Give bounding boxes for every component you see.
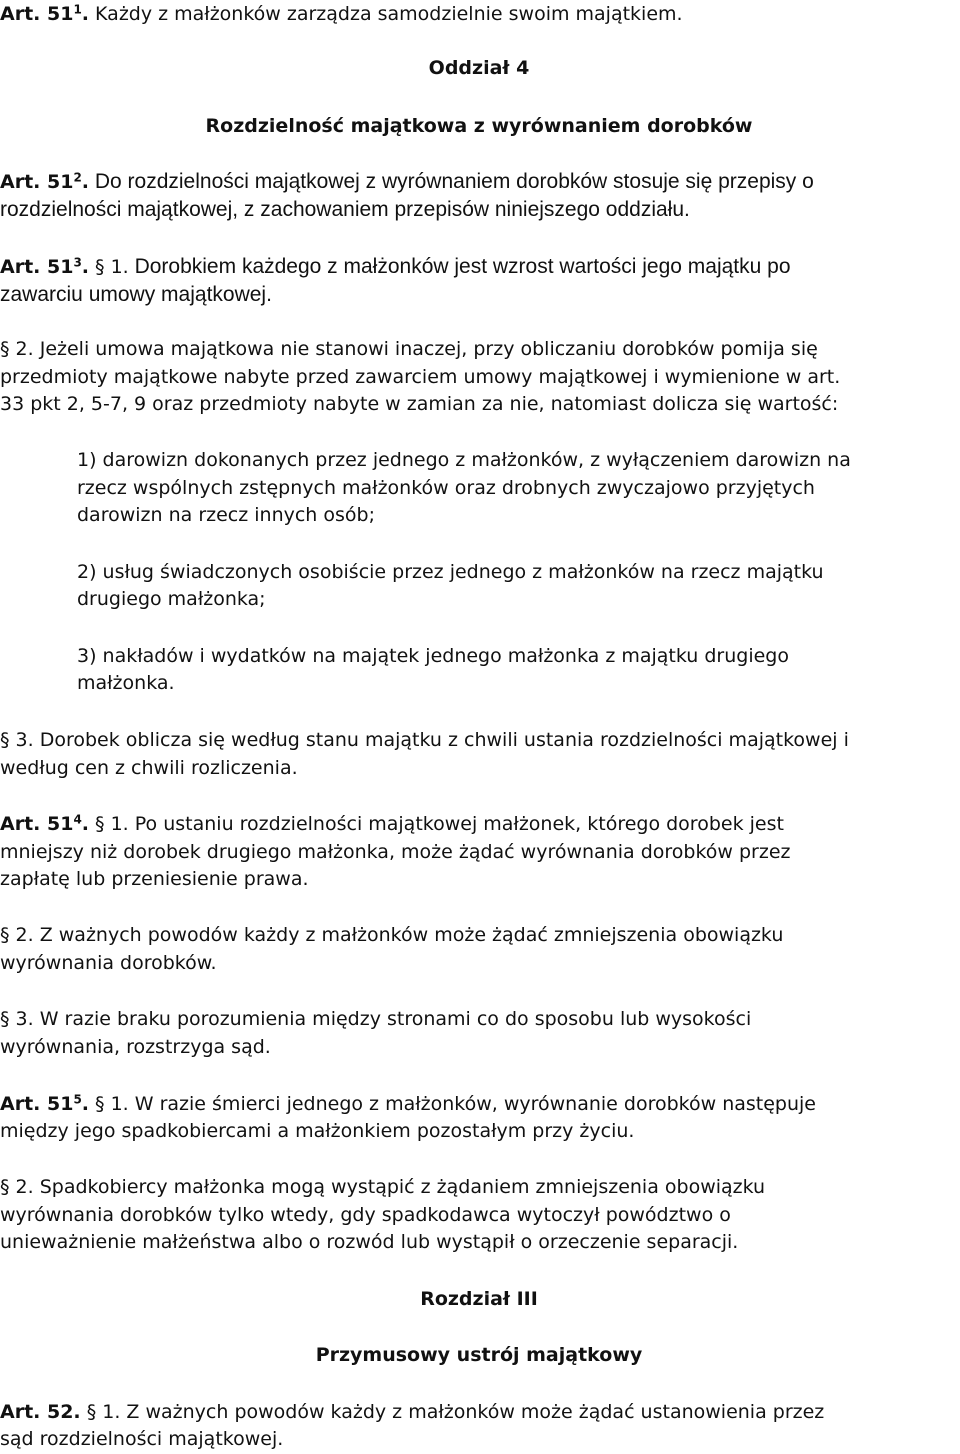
paragraph-marker: § 2.	[0, 924, 34, 946]
art-51-3-p3-line-2: według cen z chwili rozliczenia.	[0, 757, 298, 779]
art-51-2-line-1	[0, 168, 958, 197]
art-51-4-p3-line-1	[0, 1006, 958, 1034]
list-item-3-line-2: małżonka.	[77, 672, 175, 694]
division-title: Oddział 4	[428, 57, 530, 79]
art-51-4-line-1	[0, 811, 958, 839]
article-dot: .	[81, 813, 90, 835]
article-dot: .	[81, 171, 90, 193]
art-51-4-p2-line-2: wyrównania dorobków.	[0, 952, 217, 974]
art-51-5-p2-line-3: unieważnienie małżeństwa albo o rozwód lub wystąpił o orzeczenie separacji.	[0, 1231, 739, 1253]
article-text: Każdy z małżonków zarządza samodzielnie swoim majątkiem.	[89, 3, 683, 25]
art-51-2-line-2: rozdzielności majątkowej, z zachowaniem przepisów niniejszego oddziału.	[0, 198, 690, 221]
paragraph-marker: § 2.	[0, 1176, 34, 1198]
article-superscript: 3	[73, 255, 82, 270]
art-51-4-p2-line-1	[0, 922, 958, 950]
list-item-3-line-1: 3) nakładów i wydatków na majątek jednego małżonka z majątku drugiego	[77, 645, 789, 667]
paragraph-marker: § 1.	[89, 256, 129, 278]
article-dot: .	[81, 3, 90, 25]
division-subtitle: Rozdzielność majątkowa z wyrównaniem dorobków	[205, 115, 753, 137]
paragraph-text: Po ustaniu rozdzielności majątkowej małżonek, którego dorobek jest	[128, 813, 784, 835]
article-label: Art. 51	[0, 3, 74, 25]
paragraph-marker: § 3.	[0, 1008, 34, 1030]
list-item-2-line-1: 2) usług świadczonych osobiście przez jednego z małżonków na rzecz majątku	[77, 561, 824, 583]
chapter-title: Rozdział III	[420, 1288, 538, 1310]
art-51-3-p2-line-3: 33 pkt 2, 5-7, 9 oraz przedmioty nabyte w zamian za nie, natomiast dolicza się wartość:	[0, 393, 839, 415]
art-51-4-line-2: mniejszy niż dorobek drugiego małżonka, może żądać wyrównania dorobków przez	[0, 841, 791, 863]
article-superscript: 2	[73, 170, 82, 185]
paragraph-marker: § 3.	[0, 729, 34, 751]
article-label: Art. 51	[0, 256, 74, 278]
art-51-5-p2-line-1	[0, 1174, 958, 1202]
article-label: Art. 52.	[0, 1401, 81, 1423]
paragraph-marker: § 2.	[0, 338, 34, 360]
paragraph-text: Z ważnych powodów każdy z małżonków może żądać zmniejszenia obowiązku	[33, 924, 784, 946]
paragraph-text: W razie braku porozumienia między stronami co do sposobu lub wysokości	[33, 1008, 752, 1030]
article-dot: .	[81, 1093, 90, 1115]
paragraph-text: Z ważnych powodów każdy z małżonków może żądać ustanowienia przez	[120, 1401, 825, 1423]
paragraph-text: Spadkobiercy małżonka mogą wystąpić z żądaniem zmniejszenia obowiązku	[33, 1176, 766, 1198]
art-51-3-p3-line-1	[0, 727, 958, 755]
article-superscript: 1	[73, 2, 82, 17]
art-51-4-line-3: zapłatę lub przeniesienie prawa.	[0, 868, 309, 890]
list-item-1-line-1: 1) darowizn dokonanych przez jednego z małżonków, z wyłączeniem darowizn na	[77, 449, 851, 471]
article-label: Art. 51	[0, 813, 74, 835]
art-52-line-1	[0, 1399, 958, 1427]
art-51-5-p2-line-2: wyrównania dorobków tylko wtedy, gdy spadkodawca wytoczył powództwo o	[0, 1204, 731, 1226]
art-51-4-p3-line-2: wyrównania, rozstrzyga sąd.	[0, 1036, 271, 1058]
article-superscript: 5	[73, 1092, 82, 1107]
article-dot: .	[81, 256, 90, 278]
article-superscript: 4	[73, 812, 82, 827]
list-item-1-line-3: darowizn na rzecz innych osób;	[77, 504, 375, 526]
art-51-3-p2-line-2: przedmioty majątkowe nabyte przed zawarciem umowy majątkowej i wymienione w art.	[0, 366, 841, 388]
article-label: Art. 51	[0, 171, 74, 193]
article-label: Art. 51	[0, 1093, 74, 1115]
art-51-5-line-1	[0, 1091, 958, 1119]
paragraph-text: W razie śmierci jednego z małżonków, wyrównanie dorobków następuje	[128, 1093, 816, 1115]
list-item-1-line-2: rzecz wspólnych zstępnych małżonków oraz drobnych zwyczajowo przyjętych	[77, 477, 815, 499]
art-51-3-p2-line-1	[0, 336, 958, 364]
paragraph-text: Dorobek oblicza się według stanu majątku z chwili ustania rozdzielności majątkowej i	[33, 729, 849, 751]
paragraph-marker: § 1.	[89, 1093, 129, 1115]
art-51-3-line-2: zawarciu umowy majątkowej.	[0, 283, 272, 306]
paragraph-text: Dorobkiem każdego z małżonków jest wzrost wartości jego majątku po	[128, 255, 791, 278]
paragraph-text: Jeżeli umowa majątkowa nie stanowi inaczej, przy obliczaniu dorobków pomija się	[33, 338, 818, 360]
art-51-5-line-2: między jego spadkobiercami a małżonkiem pozostałym przy życiu.	[0, 1120, 635, 1142]
paragraph-marker: § 1.	[89, 813, 129, 835]
art-52-line-2: sąd rozdzielności majątkowej.	[0, 1428, 284, 1450]
art-51-3-line-1	[0, 253, 958, 282]
paragraph-marker: § 1.	[80, 1401, 121, 1423]
chapter-subtitle: Przymusowy ustrój majątkowy	[315, 1344, 643, 1366]
list-item-2-line-2: drugiego małżonka;	[77, 588, 266, 610]
art-51-1-paragraph	[0, 1, 958, 29]
article-text: Do rozdzielności majątkowej z wyrównaniem dorobków stosuje się przepisy o	[89, 170, 814, 193]
